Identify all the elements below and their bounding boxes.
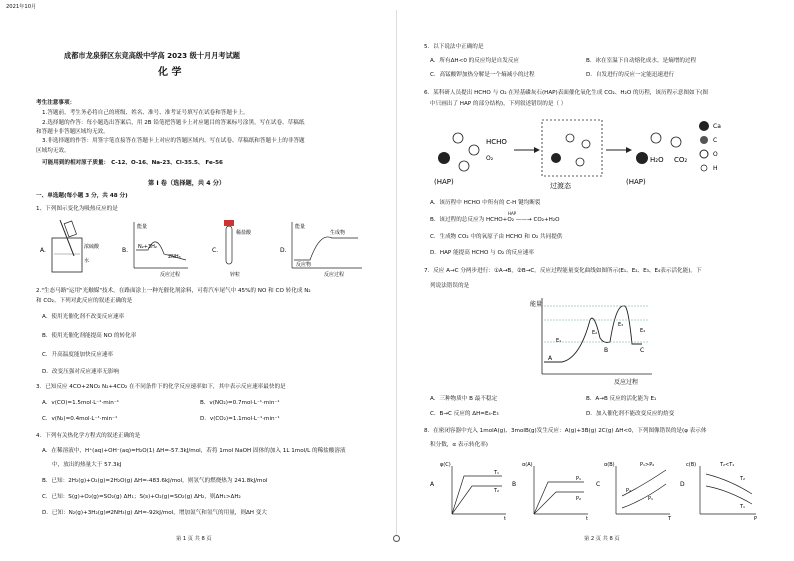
q8-a-l1: T₁: [494, 470, 500, 476]
legend-ca: Ca: [713, 123, 721, 130]
q8-c-l1: P₁>P₂: [640, 462, 655, 468]
q2-option-a: A．使用光催化剂不改变反应速率: [42, 314, 125, 320]
q7-label-c: C: [640, 347, 645, 354]
q8-a-ylabel: φ(C): [440, 462, 451, 468]
q7-ylabel: 能量: [530, 301, 543, 308]
q8-b-l2: P₂: [576, 496, 582, 502]
binding-hole-icon: [393, 535, 400, 542]
q1-option-d: D.: [280, 247, 287, 254]
q4-option-d: D．已知：N₂(g)+3H₂(g)⇌2NH₃(g) ΔH=-92kJ/mol，增加氮气和氢气的用量，则ΔH 变大: [42, 510, 267, 516]
question-4: 4．下列有关热化学方程式的叙述正确的是: [36, 433, 141, 439]
q6-option-c: C．生成物 CO₂ 中的氧原子由 HCHO 和 O₂ 共同提供: [430, 234, 563, 240]
q8-b-ylabel: α(A): [522, 462, 533, 468]
test-tube-icon: [226, 226, 232, 264]
beaker-icon: [52, 238, 82, 272]
q2-option-b: B．使用光催化剂能提高 NO 的转化率: [42, 333, 137, 339]
q7-option-b: B．A→B 反应的活化能为 E₁: [586, 396, 657, 402]
q1-d-product: 生成物: [330, 230, 346, 236]
question-2-line: 和 CO₂。下列对此反应的叙述正确的是: [36, 298, 133, 304]
legend-h: H: [713, 165, 718, 172]
q8-option-d: D: [680, 481, 685, 488]
q3-option-a: A．v(CO)=1.5mol·L⁻¹·min⁻¹: [42, 400, 120, 406]
q6-hcho: HCHO: [486, 138, 507, 146]
q6-mechanism-figure: [430, 114, 730, 194]
q6-h2o: H₂O: [650, 156, 664, 164]
q6-option-b-catalyst: HAP: [508, 211, 517, 216]
part-title: 一、单选题(每小题 3 分，共 48 分): [36, 193, 128, 199]
q8-d-l2: T₂: [740, 476, 746, 482]
q1-d-reactant: 反应物: [296, 262, 312, 268]
notice-line: 和答题卡非答题区域均无效。: [36, 129, 109, 135]
q2-option-d: D．改变压强对反应速率无影响: [42, 369, 120, 375]
q5-option-a: A．所有ΔH<0 的反应均是自发反应: [430, 58, 520, 64]
q1-a-label-1: 浓硫酸: [84, 244, 100, 250]
q8-b-xlabel: t: [586, 516, 588, 522]
q6-option-b: B．该过程的总反应为 HCHO+O₂ ——→ CO₂+H₂O: [430, 217, 560, 223]
q6-option-d: D．HAP 能提高 HCHO 与 O₂ 的反应速率: [430, 250, 534, 256]
footer-right: 第 2 页 共 8 页: [584, 536, 620, 542]
q8-a-l2: T₂: [494, 488, 500, 494]
page-divider: [396, 10, 397, 535]
q8-option-b: B: [512, 481, 517, 488]
q7-option-d: D．加入催化剂不能改变反应的焓变: [586, 411, 675, 417]
q7-energy-diagram: [528, 296, 658, 386]
q8-c-l3: P₁: [648, 496, 654, 502]
question-8-line: 积分数，α 表示转化率): [430, 442, 488, 448]
section-title: 第 I 卷（选择题，共 4 分）: [148, 180, 226, 187]
dropper-icon: [224, 220, 234, 226]
question-5: 5．以下说法中正确的是: [424, 44, 484, 50]
q3-option-d: D．v(CO₂)=1.1mol·L⁻¹·min⁻¹: [200, 416, 280, 422]
o-legend-icon: [700, 150, 708, 158]
q8-c-xlabel: T: [668, 516, 672, 522]
q5-option-c: C．高锰酸钾加热分解是一个熵减小的过程: [430, 72, 535, 78]
q5-option-b: B．冰在室温下自动熔化成水，是熵增的过程: [586, 58, 697, 64]
q1-b-product: 2NH₃: [168, 254, 181, 260]
q7-e1: E₁: [556, 338, 562, 344]
header-date: 2021年10月: [6, 4, 37, 10]
question-7-line: 7．反应 A→C 分两步进行：①A→B，②B→C。反应过程能量变化曲线如图所示(E₁、E₂、E₃、E₄表示活化能)。下: [424, 268, 702, 274]
q4-option-a-cont: 中，放出的热量大于 57.3kJ: [52, 462, 122, 468]
q1-option-a: A.: [40, 247, 46, 254]
notice-line: 区域均无效。: [36, 148, 70, 154]
q6-co2: CO₂: [674, 156, 688, 164]
q8-b-l1: P₁: [576, 476, 582, 482]
q1-figures: [40, 218, 370, 278]
q8-c-ylabel: α(B): [604, 462, 615, 468]
q2-option-c: C．升高温度能加快反应速率: [42, 352, 114, 358]
question-6-line: 中只画出了 HAP 的部分结构)，下列叙述错误的是（ ）: [430, 101, 567, 107]
c-legend-icon: [700, 136, 708, 144]
q8-a-xlabel: t: [504, 516, 506, 522]
atomic-mass-line: 可能用到的相对原子质量： C-12、O-16、Na-23、Cl-35.5、 Fe-56: [42, 160, 223, 166]
q1-b-ylabel: 能量: [137, 224, 148, 230]
question-3: 3．已知反应 4CO+2NO₂ N₂+4CO₂ 在不同条件下的化学反应速率如下，其中表示反应速率最快的是: [36, 384, 286, 390]
q8-option-c: C: [596, 481, 601, 488]
q7-e4: E₄: [640, 328, 646, 334]
q7-xlabel: 反应过程: [614, 379, 639, 386]
q7-e2: E₂: [592, 330, 598, 336]
q4-option-a: A．在稀溶液中，H⁺(aq)+OH⁻(aq)=H₂O(1) ΔH=-57.3kJ/mol，若将 1mol NaOH 固体的加入 1L 1mol/L 的稀盐酸溶液: [42, 448, 346, 454]
q8-d-l1: T₂<T₁: [720, 462, 735, 468]
notice-title: 考生注意事项：: [36, 100, 76, 106]
q8-d-ylabel: c(B): [686, 462, 697, 468]
q1-option-c: C.: [212, 247, 219, 254]
question-6-line: 6．某科研人员提出 HCHO 与 O₂ 在羟基磷灰石(HAP)表面催化氧化生成 CO₂、H₂O 的历程，该历程示意图如下(图: [424, 90, 708, 96]
notice-line: 1.答题前，考生务必将自己的班级、姓名、准号、准考证号填写在试卷和答题卡上。: [42, 110, 249, 116]
q4-option-c: C．已知：S(g)+O₂(g)=SO₂(g) ΔH₁；S(s)+O₂(g)=SO₂(g) ΔH₂，则ΔH₁>ΔH₂: [42, 494, 241, 500]
notice-line: 3.非选择题的作答：用签字笔直接答在答题卡上对应的答题区域内。写在试卷、草稿纸和答题卡上的非答题: [42, 138, 305, 144]
q8-option-a: A: [430, 481, 435, 488]
question-1: 1、下列图示变化为吸热反应的是: [36, 206, 118, 212]
q1-d-ylabel: 能量: [295, 224, 306, 230]
footer-left: 第 1 页 共 8 页: [176, 536, 212, 542]
q8-d-l3: T₁: [740, 504, 746, 510]
question-2-line: 2."生态马路"运用"光触媒"技术，在路面涂上一种光催化剂涂料，可将汽车尾气中 45%的 NO 和 CO 转化成 N₂: [36, 288, 311, 294]
q7-label-a: A: [548, 355, 553, 362]
q6-o2: O₂: [486, 155, 494, 162]
q8-graphs: [430, 456, 770, 522]
exam-title: 成都市龙泉驿区东竞高级中学高 2023 级十月月考试题: [64, 51, 240, 60]
q6-transition: 过渡态: [550, 182, 571, 190]
q7-e3: E₃: [618, 322, 624, 328]
transition-state-box: [542, 120, 602, 176]
subject-title: 化 学: [158, 67, 182, 78]
q1-d-xlabel: 反应过程: [324, 272, 345, 278]
h-legend-icon: [701, 165, 707, 171]
q6-hap-left: (HAP): [434, 178, 454, 186]
q8-d-xlabel: P: [754, 516, 758, 522]
q1-c-label-1: 稀盐酸: [236, 230, 252, 236]
legend-c: C: [713, 137, 718, 144]
q1-b-reactant: N₂+3H₂: [138, 244, 157, 250]
q5-option-d: D．自发进行的反应一定能迅速进行: [586, 72, 675, 78]
q4-option-b: B．已知：2H₂(g)+O₂(g)=2H₂O(g) ΔH=-483.6kJ/mol，则氢气的燃烧热为 241.8kJ/mol: [42, 478, 268, 484]
q1-option-b: B.: [122, 247, 129, 254]
q1-c-label-2: 锌粒: [230, 272, 241, 278]
question-7-line: 列说法错误的是: [430, 283, 470, 289]
q7-option-c: C．B→C 反应的 ΔH=E₄-E₃: [430, 411, 499, 417]
q1-a-label-2: 水: [84, 258, 90, 264]
q7-option-a: A．三种物质中 B 最不稳定: [430, 396, 498, 402]
q7-label-b: B: [604, 347, 609, 354]
notice-line: 2.选择题的作答：每小题选出答案后，用 2B 铅笔把答题卡上对应题目的答案标号涂黑。写在试卷、草稿纸: [42, 120, 305, 126]
q8-c-l2: P₂: [626, 488, 632, 494]
ca-legend-icon: [699, 121, 709, 131]
q6-hap-right: (HAP): [626, 178, 646, 186]
q1-b-xlabel: 反应过程: [160, 272, 181, 278]
question-8-line: 8．在密闭容器中充入 1molA(g)、3molB(g)发生反应：A(g)+3B(g) 2C(g) ΔH<0，下列图像错误的是(φ 表示体: [424, 428, 707, 434]
q3-option-c: C．v(N₂)=0.4mol·L⁻¹·min⁻¹: [42, 416, 118, 422]
legend-o: O: [713, 151, 718, 158]
q3-option-b: B．v(NO₂)=0.7mol·L⁻¹·min⁻¹: [200, 400, 280, 406]
q6-option-a: A．该历程中 HCHO 中所有的 C-H 键均断裂: [430, 200, 541, 206]
